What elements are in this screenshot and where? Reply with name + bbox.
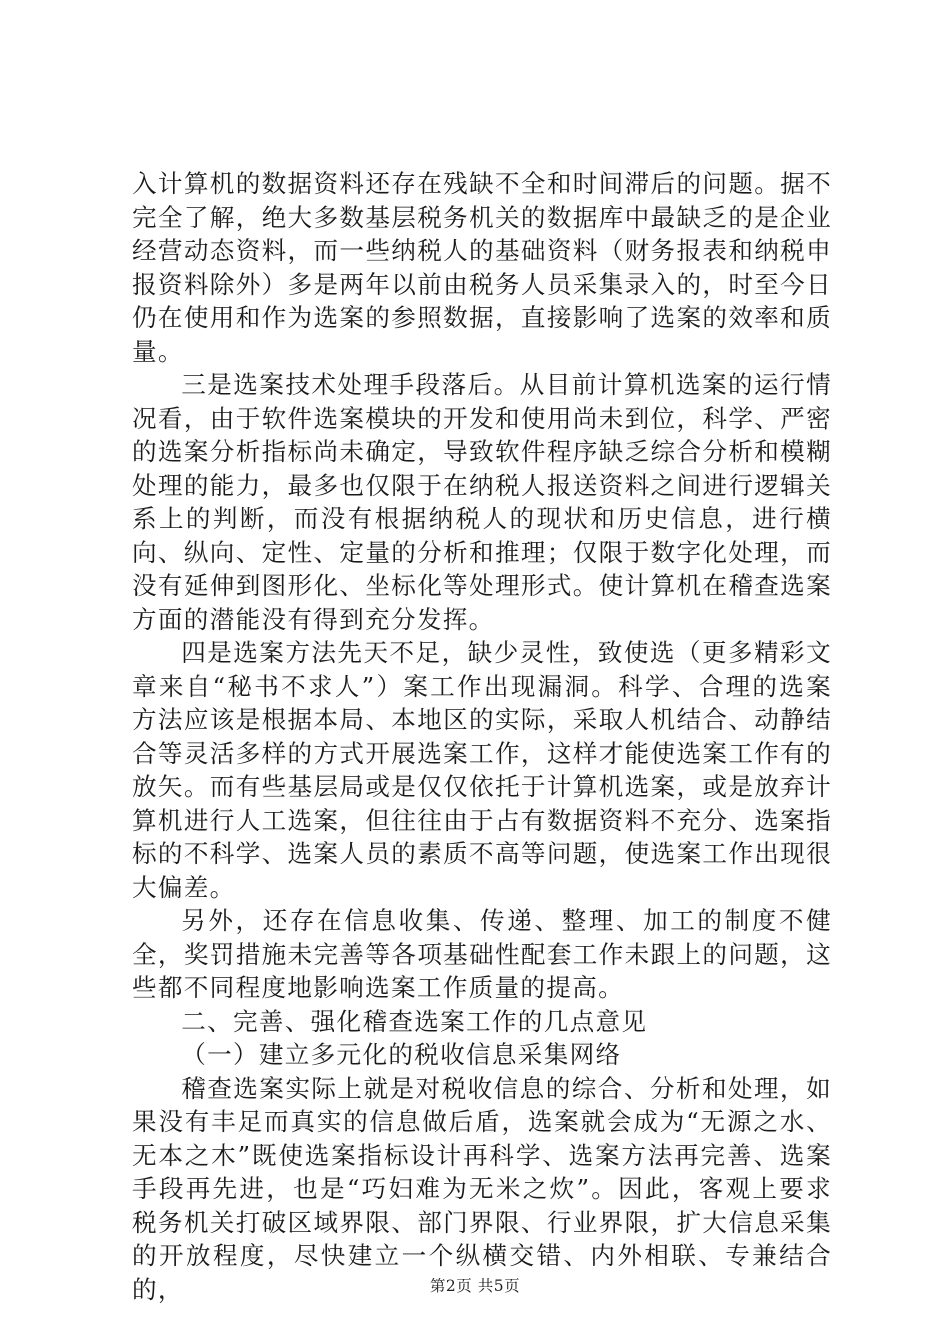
paragraph-additional: 另外，还存在信息收集、传递、整理、加工的制度不健全，奖罚措施未完善等各项基础性配套工作未跟上的问题，这些都不同程度地影响选案工作质量的提高。 — [132, 906, 832, 1002]
page-number-footer: 第2页 共5页 — [429, 1277, 521, 1295]
paragraph-point-three: 三是选案技术处理手段落后。从目前计算机选案的运行情况看，由于软件选案模块的开发和使用尚未到位，科学、严密的选案分析指标尚未确定，导致软件程序缺乏综合分析和模糊处理的能力，最多也仅限于在纳税人报送资料之间进行逻辑关系上的判断，而没有根据纳税人的现状和历史信息，进行横向、纵向、定性、定量的分析和推理；仅限于数字化处理，而没有延伸到图形化、坐标化等处理形式。使计算机在稽查选案方面的潜能没有得到充分发挥。 — [132, 370, 832, 634]
paragraph-point-four: 四是选案方法先天不足，缺少灵性，致使选（更多精彩文章来自“秘书不求人”）案工作出现漏洞。科学、合理的选案方法应该是根据本局、本地区的实际，采取人机结合、动静结合等灵活多样的方式开展选案工作，这样才能使选案工作有的放矢。而有些基层局或是仅仅依托于计算机选案，或是放弃计算机进行人工选案，但往往由于占有数据资料不充分、选案指标的不科学、选案人员的素质不高等问题，使选案工作出现很大偏差。 — [132, 638, 832, 902]
paragraph-continuation: 入计算机的数据资料还存在残缺不全和时间滞后的问题。据不完全了解，绝大多数基层税务机关的数据库中最缺乏的是企业经营动态资料，而一些纳税人的基础资料（财务报表和纳税申报资料除外）多是两年以前由税务人员采集录入的，时至今日仍在使用和作为选案的参照数据，直接影响了选案的效率和质量。 — [132, 169, 832, 366]
paragraph-info-network: 稽查选案实际上就是对税收信息的综合、分析和处理，如果没有丰足而真实的信息做后盾，选案就会成为“无源之水、无本之木”既使选案指标设计再科学、选案方法再完善、选案手段再先进，也是“巧妇难为无米之炊”。因此，客观上要求税务机关打破区域界限、部门界限、行业界限，扩大信息采集的开放程度，尽快建立一个纵横交错、内外相联、专兼结合的， — [132, 1073, 832, 1304]
subsection-heading: （一）建立多元化的税收信息采集网络 — [181, 1040, 622, 1069]
section-heading: 二、完善、强化稽查选案工作的几点意见 — [181, 1006, 648, 1036]
document-body — [132, 167, 832, 1306]
